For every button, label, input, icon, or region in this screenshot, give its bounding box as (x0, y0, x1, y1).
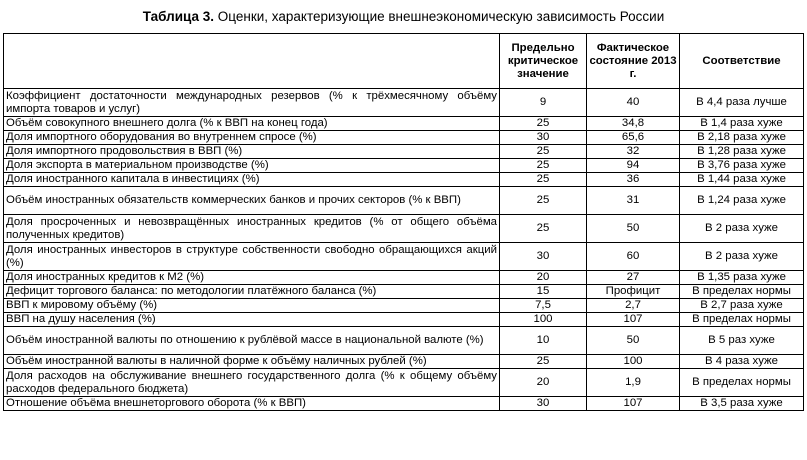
critical-value: 7,5 (500, 299, 587, 313)
critical-value: 25 (500, 145, 587, 159)
table-row (4, 215, 804, 243)
critical-value: 25 (500, 173, 587, 187)
conformity-value: В 1,44 раза хуже (680, 173, 804, 187)
indicator-name: Объём совокупного внешнего долга (% к ВВП на конец года) (4, 117, 500, 131)
actual-value: 60 (587, 243, 680, 271)
indicator-name: Доля импортного оборудования во внутреннем спросе (%) (4, 131, 500, 145)
conformity-value: В 1,28 раза хуже (680, 145, 804, 159)
conformity-value: В 4 раза хуже (680, 355, 804, 369)
indicator-name: Доля импортного продовольствия в ВВП (%) (4, 145, 500, 159)
critical-value: 30 (500, 131, 587, 145)
critical-value: 20 (500, 369, 587, 397)
table-caption (0, 9, 807, 25)
conformity-value: В 5 раз хуже (680, 327, 804, 355)
indicator-name: Объём иностранной валюты по отношению к рублёвой массе в национальной валюте (%) (4, 327, 500, 355)
critical-value: 30 (500, 243, 587, 271)
header-actual-2013: Фактическое состояние 2013 г. (587, 34, 680, 89)
caption-label: Таблица 3. (142, 9, 215, 24)
indicator-name: Объём иностранных обязательств коммерческих банков и прочих секторов (% к ВВП) (4, 187, 500, 215)
critical-value: 25 (500, 215, 587, 243)
critical-value: 30 (500, 397, 587, 411)
header-critical-value: Предельно критическое значение (500, 34, 587, 89)
actual-value: 100 (587, 355, 680, 369)
indicator-name: Доля иностранных инвесторов в структуре собственности свободно обращающихся акций (%) (4, 243, 500, 271)
table-row (4, 187, 804, 215)
conformity-value: В пределах нормы (680, 369, 804, 397)
critical-value: 25 (500, 159, 587, 173)
table-row (4, 355, 804, 369)
indicator-name: Доля иностранных кредитов к М2 (%) (4, 271, 500, 285)
conformity-value: В пределах нормы (680, 285, 804, 299)
conformity-value: В 1,24 раза хуже (680, 187, 804, 215)
conformity-value: В пределах нормы (680, 313, 804, 327)
table-row (4, 285, 804, 299)
critical-value: 25 (500, 117, 587, 131)
table-row (4, 145, 804, 159)
actual-value: 27 (587, 271, 680, 285)
table-row (4, 173, 804, 187)
critical-value: 100 (500, 313, 587, 327)
indicator-name: Отношение объёма внешнеторгового оборота (% к ВВП) (4, 397, 500, 411)
indicator-name: Коэффициент достаточности международных резервов (% к трёхмесячному объёму импорта товаров и услуг) (4, 89, 500, 117)
table-row (4, 131, 804, 145)
table-row (4, 369, 804, 397)
conformity-value: В 2,18 раза хуже (680, 131, 804, 145)
actual-value: 107 (587, 397, 680, 411)
table-row (4, 397, 804, 411)
actual-value: 2,7 (587, 299, 680, 313)
conformity-value: В 1,4 раза хуже (680, 117, 804, 131)
indicator-name: Доля экспорта в материальном производстве (%) (4, 159, 500, 173)
table-row (4, 117, 804, 131)
table-row (4, 159, 804, 173)
conformity-value: В 2 раза хуже (680, 243, 804, 271)
actual-value: 107 (587, 313, 680, 327)
indicator-name: Доля просроченных и невозвращённых иностранных кредитов (% от общего объёма полученных кредитов) (4, 215, 500, 243)
table-header-row (4, 34, 804, 89)
table-row (4, 327, 804, 355)
table-row (4, 271, 804, 285)
indicator-name: Объём иностранной валюты в наличной форме к объёму наличных рублей (%) (4, 355, 500, 369)
critical-value: 9 (500, 89, 587, 117)
conformity-value: В 1,35 раза хуже (680, 271, 804, 285)
indicators-table (3, 33, 804, 411)
actual-value: 94 (587, 159, 680, 173)
actual-value: 32 (587, 145, 680, 159)
actual-value: 50 (587, 327, 680, 355)
conformity-value: В 3,76 раза хуже (680, 159, 804, 173)
table-row (4, 243, 804, 271)
conformity-value: В 2,7 раза хуже (680, 299, 804, 313)
caption-text: Оценки, характеризующие внешнеэкономическую зависимость России (214, 9, 665, 24)
header-indicator (4, 34, 500, 89)
critical-value: 15 (500, 285, 587, 299)
table-row (4, 313, 804, 327)
actual-value: 50 (587, 215, 680, 243)
critical-value: 10 (500, 327, 587, 355)
table-row (4, 299, 804, 313)
indicator-name: Доля расходов на обслуживание внешнего государственного долга (% к общему объёму расходов федерального бюджета) (4, 369, 500, 397)
conformity-value: В 2 раза хуже (680, 215, 804, 243)
critical-value: 25 (500, 187, 587, 215)
header-conformity: Соответствие (680, 34, 804, 89)
table-row (4, 89, 804, 117)
indicator-name: ВВП на душу населения (%) (4, 313, 500, 327)
actual-value: 31 (587, 187, 680, 215)
actual-value: Профицит (587, 285, 680, 299)
actual-value: 40 (587, 89, 680, 117)
actual-value: 34,8 (587, 117, 680, 131)
critical-value: 20 (500, 271, 587, 285)
indicator-name: Дефицит торгового баланса: по методологии платёжного баланса (%) (4, 285, 500, 299)
indicator-name: Доля иностранного капитала в инвестициях (%) (4, 173, 500, 187)
actual-value: 65,6 (587, 131, 680, 145)
critical-value: 25 (500, 355, 587, 369)
conformity-value: В 3,5 раза хуже (680, 397, 804, 411)
actual-value: 1,9 (587, 369, 680, 397)
indicator-name: ВВП к мировому объёму (%) (4, 299, 500, 313)
actual-value: 36 (587, 173, 680, 187)
conformity-value: В 4,4 раза лучше (680, 89, 804, 117)
